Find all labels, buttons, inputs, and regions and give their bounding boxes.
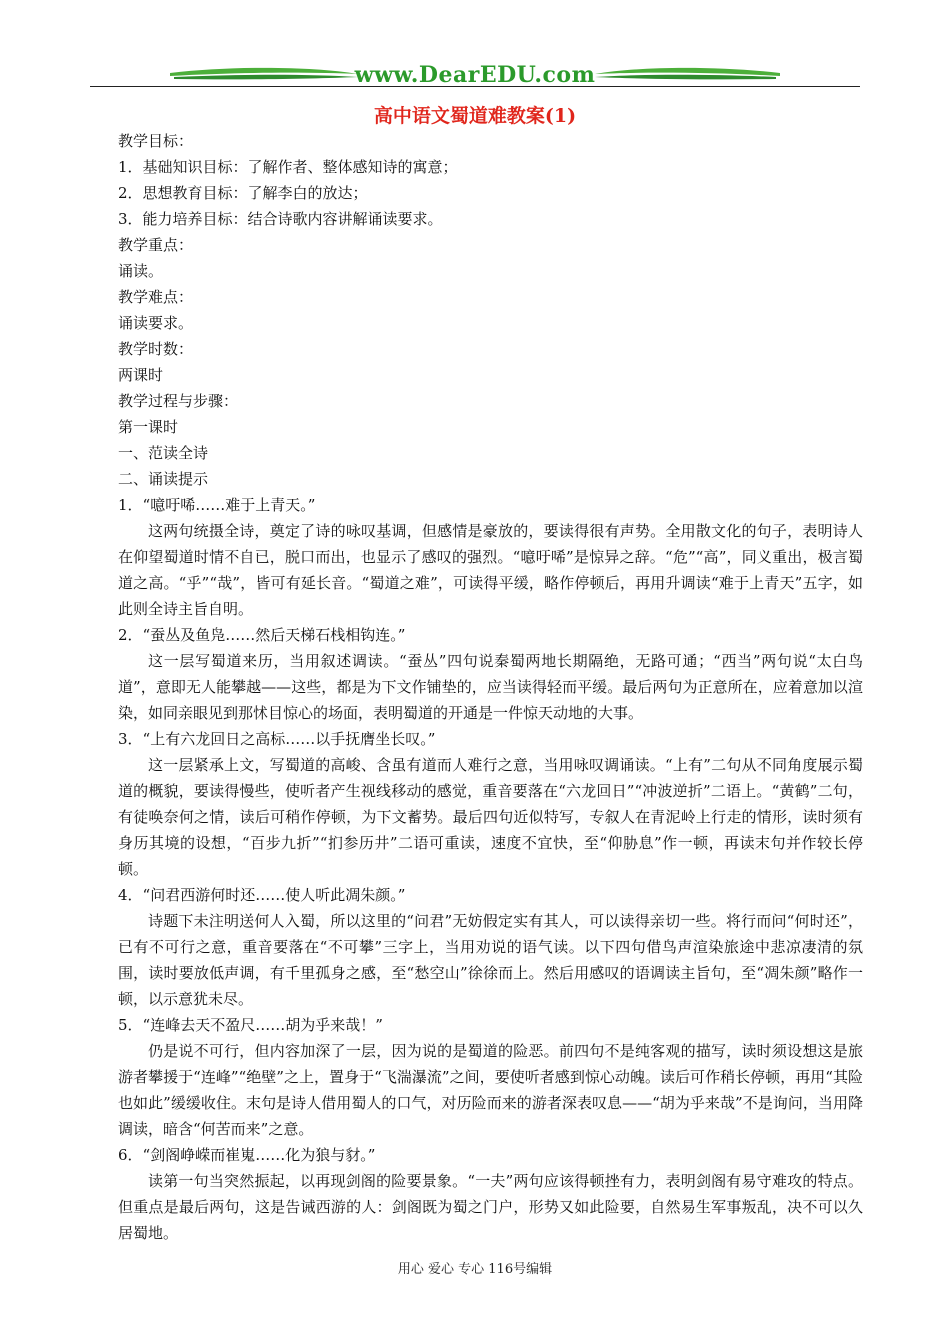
text-line: 1．基础知识目标：了解作者、整体感知诗的寓意；: [118, 158, 458, 176]
body-paragraph: 仍是说不可行，但内容加深了一层，因为说的是蜀道的险恶。前四句不是纯客观的描写，读时须设想这是旅游者攀援于“连峰”“绝壁”之上，置身于“飞湍瀑流”之间，要使听者感到惊心动魄。读后可作稍长停顿，再用“其险也如此”缓缓收住。末句是诗人借用蜀人的口气，对历险而来的游者深表叹息——“胡为乎来哉”不是询问，当用降调读，暗含“何苦而来”之意。: [118, 1042, 863, 1138]
text-line: 诵读。: [118, 262, 164, 280]
text-line: 3．能力培养目标：结合诗歌内容讲解诵读要求。: [118, 210, 443, 228]
section-heading: 6．“剑阁峥嵘而崔嵬……化为狼与豺。”: [118, 1146, 376, 1164]
body-paragraph: 这两句统摄全诗，奠定了诗的咏叹基调，但感情是豪放的，要读得很有声势。全用散文化的句子，表明诗人在仰望蜀道时情不自已，脱口而出，也显示了感叹的强烈。“噫吁唏”是惊异之辞。“危”“高”，同义重出，极言蜀道之高。“乎”“哉”，皆可有延长音。“蜀道之难”，可读得平缓，略作停顿后，再用升调读“难于上青天”五字，如此则全诗主旨自明。: [118, 522, 863, 618]
document-title: 高中语文蜀道难教案(1): [373, 105, 577, 127]
body-paragraph: 这一层紧承上文，写蜀道的高峻、含虽有道而人难行之意，当用咏叹调诵读。“上有”二句从不同角度展示蜀道的概貌，要读得慢些，使听者产生视线移动的感觉，重音要落在“六龙回日”“冲波逆折”二语上。“黄鹤”二句，有徒唤奈何之情，读后可稍作停顿，为下文蓄势。最后四句近似特写，专叙人在青泥岭上行走的情形，读时须有身历其境的设想，“百步九折”“扪参历井”二语可重读，速度不宜快，至“仰胁息”作一顿，再读末句并作较长停顿。: [118, 756, 863, 878]
site-logo-text: www.DearEDU.com: [354, 62, 596, 88]
section-heading: 2．“蚕丛及鱼凫……然后天梯石栈相钩连。”: [118, 626, 406, 644]
section-heading: 1．“噫吁唏……难于上青天。”: [118, 496, 316, 514]
section-heading: 3．“上有六龙回日之高标……以手抚膺坐长叹。”: [118, 730, 436, 748]
text-line: 教学过程与步骤：: [118, 392, 239, 410]
body-paragraph: 诗题下未注明送何人入蜀，所以这里的“问君”无妨假定实有其人，可以读得亲切一些。将行而问“何时还”，已有不可行之意，重音要落在“不可攀”三字上，当用劝说的语气读。以下四句借鸟声渲染旅途中悲凉凄清的氛围，读时要放低声调，有千里孤身之感，至“愁空山”徐徐而上。然后用感叹的语调读主旨句，至“凋朱颜”略作一顿，以示意犹未尽。: [118, 912, 863, 1008]
body-paragraph: 读第一句当突然振起，以再现剑阁的险要景象。“一夫”两句应该得顿挫有力，表明剑阁有易守难攻的特点。但重点是最后两句，这是告诫西游的人：剑阁既为蜀之门户，形势又如此险要，自然易生军事叛乱，决不可以久居蜀地。: [118, 1172, 863, 1242]
text-line: 二、诵读提示: [118, 470, 209, 488]
text-line: 诵读要求。: [118, 314, 194, 332]
document-body: [118, 128, 863, 1246]
text-line: 第一课时: [118, 418, 179, 436]
body-paragraph: 这一层写蜀道来历，当用叙述调读。“蚕丛”四句说秦蜀两地长期隔绝，无路可通；“西当”两句说“太白鸟道”，意即无人能攀越——这些，都是为下文作铺垫的，应当读得轻而平缓。最后两句为正意所在，应着意加以渲染，如同亲眼见到那怵目惊心的场面，表明蜀道的开通是一件惊天动地的大事。: [118, 652, 863, 722]
text-line: 两课时: [118, 366, 164, 384]
section-heading: 5．“连峰去天不盈尺……胡为乎来哉！”: [118, 1016, 383, 1034]
section-heading: 4．“问君西游何时还……使人听此凋朱颜。”: [118, 886, 406, 904]
text-line: 2．思想教育目标：了解李白的放达；: [118, 184, 368, 202]
text-line: 教学时数：: [118, 340, 194, 358]
header-divider: [90, 86, 860, 87]
text-line: 教学重点：: [118, 236, 194, 254]
text-line: 教学难点：: [118, 288, 194, 306]
text-line: 教学目标：: [118, 132, 194, 150]
text-line: 一、范读全诗: [118, 444, 209, 462]
page-footer: 用心 爱心 专心 116号编辑: [397, 1262, 553, 1277]
